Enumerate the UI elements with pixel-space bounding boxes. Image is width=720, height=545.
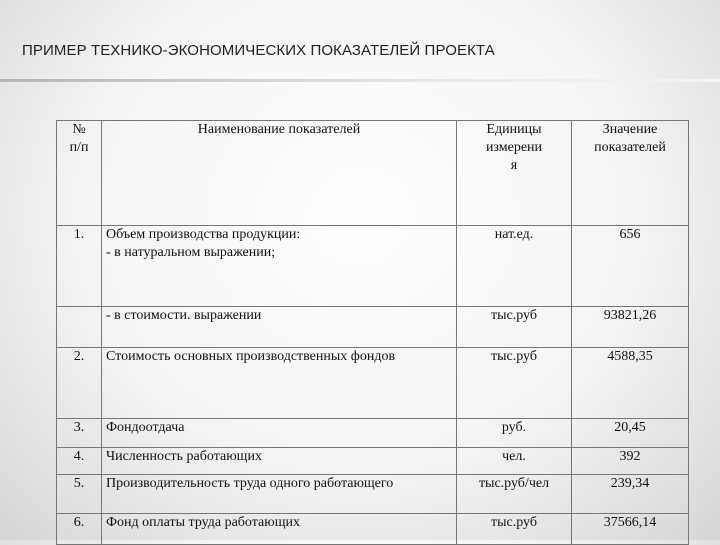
row-number: 3. — [57, 419, 102, 448]
table-row — [57, 448, 689, 475]
row-number — [57, 307, 102, 348]
row-name: Стоимость основных производственных фондов — [102, 348, 457, 419]
row-unit: тыс.руб — [457, 514, 572, 545]
table-row — [57, 226, 689, 307]
row-unit: нат.ед. — [457, 226, 572, 307]
page-title: ПРИМЕР ТЕХНИКО-ЭКОНОМИЧЕСКИХ ПОКАЗАТЕЛЕЙ ПРОЕКТА — [22, 42, 495, 59]
header-value: Значение показателей — [572, 121, 689, 226]
header-number: № п/п — [57, 121, 102, 226]
row-number: 5. — [57, 475, 102, 514]
row-number: 6. — [57, 514, 102, 545]
title-underline — [0, 79, 720, 82]
table-header-row — [57, 121, 689, 226]
row-name: Численность работающих — [102, 448, 457, 475]
row-name: Фондоотдача — [102, 419, 457, 448]
row-unit: тыс.руб/чел — [457, 475, 572, 514]
header-name: Наименование показателей — [102, 121, 457, 226]
row-value: 656 — [572, 226, 689, 307]
row-name: Объем производства продукции: - в натуральном выражении; — [102, 226, 457, 307]
row-value: 4588,35 — [572, 348, 689, 419]
row-value: 239,34 — [572, 475, 689, 514]
indicators-table — [56, 120, 689, 545]
row-unit: тыс.руб — [457, 307, 572, 348]
table-row — [57, 348, 689, 419]
row-number: 4. — [57, 448, 102, 475]
row-name: Производительность труда одного работающего — [102, 475, 457, 514]
row-name: - в стоимости. выражении — [102, 307, 457, 348]
header-unit: Единицы измерени я — [457, 121, 572, 226]
table-row — [57, 419, 689, 448]
row-value: 93821,26 — [572, 307, 689, 348]
table-row — [57, 475, 689, 514]
row-unit: руб. — [457, 419, 572, 448]
row-name: Фонд оплаты труда работающих — [102, 514, 457, 545]
row-number: 1. — [57, 226, 102, 307]
row-unit: тыс.руб — [457, 348, 572, 419]
row-unit: чел. — [457, 448, 572, 475]
table-row — [57, 307, 689, 348]
row-value: 392 — [572, 448, 689, 475]
row-value: 20,45 — [572, 419, 689, 448]
row-number: 2. — [57, 348, 102, 419]
row-value: 37566,14 — [572, 514, 689, 545]
